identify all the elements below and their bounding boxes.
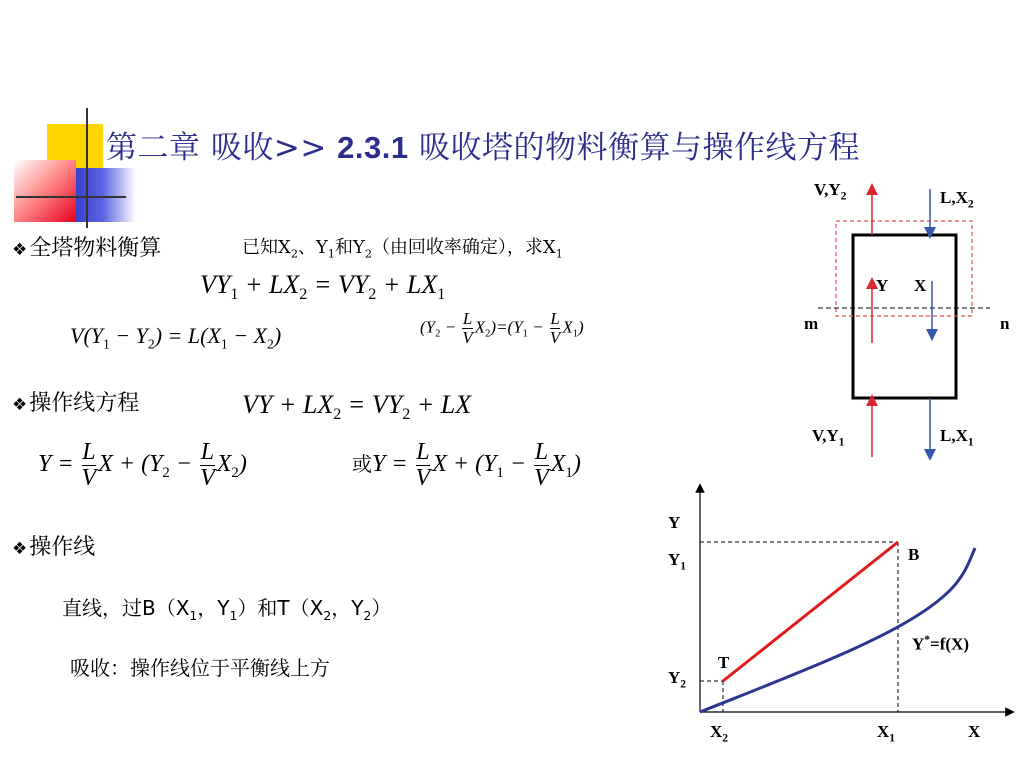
- graph-point-b: B: [908, 545, 920, 564]
- equation-balance-3: ($Y_2$ − $\frac{L}{V}$ $X_2)=(Y_1$ − $\frac{L}{V}$ $X_1$): [420, 309, 584, 347]
- graph-y2-label: $Y_2$: [668, 668, 687, 691]
- bullet-operating-line-equation: ❖操作线方程: [12, 391, 140, 416]
- operating-line: [723, 542, 898, 681]
- diamond-bullet-icon: ❖: [12, 539, 28, 559]
- tower-label-top-left: $V,Y_2$: [814, 180, 847, 203]
- equation-balance-1: $VY_1 + LX_2 = VY_2 + LX_1$: [200, 270, 446, 304]
- graph-y-axis-label: Y: [668, 513, 681, 532]
- operating-line-graph: [690, 480, 1020, 750]
- equilibrium-curve: [700, 548, 975, 712]
- diamond-bullet-icon: ❖: [12, 240, 28, 260]
- tower-label-mid-y: Y: [876, 276, 889, 295]
- bullet-operating-line: ❖操作线: [12, 535, 96, 560]
- equation-operating-line: VY + $LX_2 = VY_2$ + LX: [242, 390, 472, 424]
- tower-label-m: m: [804, 314, 819, 333]
- tower-label-bottom-left: $V,Y_1$: [812, 426, 845, 449]
- equation-operating-line-form-1: Y = $\frac{L}{V}$ $X + (Y_2$ − $\frac{L}{V}$ $X_2$): [38, 439, 247, 492]
- graph-x-axis-label: X: [968, 722, 981, 741]
- decor-vertical-line: [86, 108, 88, 228]
- tower-label-mid-x: X: [914, 276, 927, 295]
- page-title: 第二章 吸收>> 2.3.1 吸收塔的物料衡算与操作线方程: [106, 130, 860, 166]
- tower-label-top-right: $L,X_2$: [940, 188, 974, 211]
- graph-point-t: T: [718, 653, 730, 672]
- graph-x1-label: $X_1$: [877, 722, 896, 745]
- absorption-tower-diagram: [800, 175, 1024, 460]
- tower-label-bottom-right: $L,X_1$: [940, 426, 974, 449]
- bullet-material-balance: ❖全塔物料衡算: [12, 236, 162, 261]
- decor-horizontal-line: [16, 196, 126, 198]
- decor-red-block: [14, 160, 76, 222]
- diamond-bullet-icon: ❖: [12, 395, 28, 415]
- operating-line-points: 直线，过$B(X_1$，$Y_1$）和$T(X_2$，$Y_2$）: [62, 596, 392, 623]
- graph-y1-label: $Y_1$: [668, 550, 687, 573]
- graph-equilibrium-label: Y*=f(X): [912, 633, 970, 654]
- equation-balance-2: $V(Y_1 - Y_2) = L(X_1 - X_2)$: [70, 323, 282, 352]
- tower-label-n: n: [1000, 314, 1010, 333]
- absorption-note: 吸收：操作线位于平衡线上方: [70, 656, 330, 680]
- equation-operating-line-form-2: 或Y = $\frac{L}{V}$ $X + (Y_1$ − $\frac{L}{V}$ $X_1$): [352, 439, 581, 492]
- graph-x2-label: $X_2$: [710, 722, 729, 745]
- known-conditions-note: 已知$X_2$、$Y_1$和$Y_2$（由回收率确定），求$X_1$: [242, 237, 563, 261]
